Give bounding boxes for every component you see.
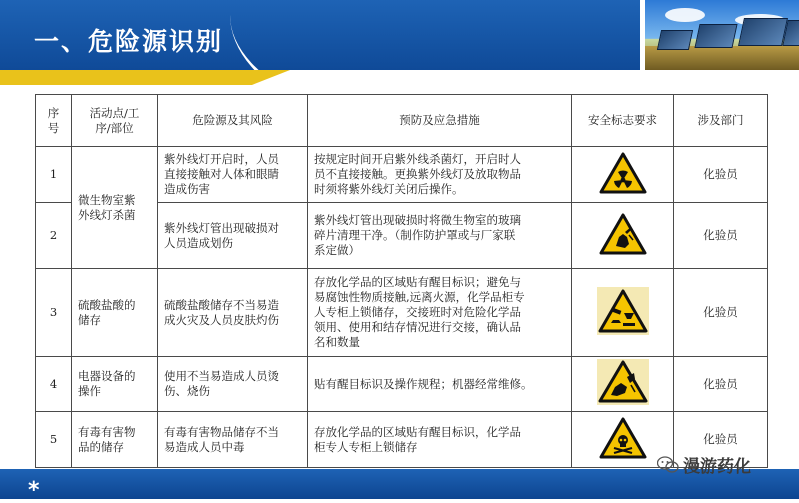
cell-location: 有毒有害物 品的储存 [72,412,158,468]
header-accent-stripe [0,70,290,85]
footer-mark: * [28,478,40,503]
watermark-text: 漫游药化 [683,457,751,477]
cell-measures: 存放化学品的区域贴有醒目标识，化学品 柜专人专柜上锁储存 [308,412,572,468]
cell-no: 5 [36,412,72,468]
cell-measures: 按规定时间开启紫外线杀菌灯，开启时人 员不直接接触。更换紫外线灯及放取物品 时须将紫外线灯关闭后操作。 [308,147,572,203]
cell-no: 1 [36,147,72,203]
header-hazard: 危险源及其风险 [158,95,308,147]
cell-hazard: 紫外线灯开启时，人员 直接接触对人体和眼睛 造成伤害 [158,147,308,203]
cell-dept: 化验员 [674,147,768,203]
cell-no: 3 [36,269,72,357]
table-row [36,269,768,357]
cell-no: 2 [36,203,72,269]
cell-location: 硫酸盐酸的 储存 [72,269,158,357]
header-measures: 预防及应急措施 [308,95,572,147]
cell-hazard: 使用不当易造成人员烫 伤、烧伤 [158,357,308,412]
solar-panel-photo [645,0,799,70]
table-header-row [36,95,768,147]
header-location: 活动点/工 序/部位 [72,95,158,147]
cell-measures: 贴有醒目标识及操作规程；机器经常维修。 [308,357,572,412]
burn-hand-warning-icon [597,359,649,405]
cell-hazard: 硫酸盐酸储存不当易造 成火灾及人员皮肤灼伤 [158,269,308,357]
cell-dept: 化验员 [674,357,768,412]
cell-dept: 化验员 [674,203,768,269]
cell-sign [572,269,674,357]
cell-sign [572,203,674,269]
wechat-icon [657,456,679,479]
cell-sign [572,147,674,203]
cell-no: 4 [36,357,72,412]
cell-dept: 化验员 [674,412,768,468]
cell-hazard: 紫外线灯管出现破损对 人员造成划伤 [158,203,308,269]
page-title: 一、危险源识别 [34,27,224,56]
table-row [36,147,768,203]
cell-location: 微生物室紫 外线灯杀菌 [72,147,158,269]
header-no: 序 号 [36,95,72,147]
cell-sign [572,357,674,412]
toxic-warning-icon [599,417,647,459]
radiation-warning-icon [599,152,647,194]
cell-dept: 化验员 [674,269,768,357]
header-sign: 安全标志要求 [572,95,674,147]
cell-measures: 紫外线灯管出现破损时将微生物室的玻璃 碎片清理干净。（制作防护罩或与厂家联 系定做） [308,203,572,269]
corrosion-warning-icon [597,287,649,335]
cut-hand-warning-icon [599,213,647,255]
cell-location: 电器设备的 操作 [72,357,158,412]
table-row [36,357,768,412]
cell-hazard: 有毒有害物品储存不当 易造成人员中毒 [158,412,308,468]
header-dept: 涉及部门 [674,95,768,147]
hazard-table [35,94,768,468]
cell-measures: 存放化学品的区域贴有醒目标识；避免与 易腐蚀性物质接触,远离火源，化学品柜专 人专柜上锁储存，交接班时对危险化学品 领用、使用和结存情况进行交接，确认品 名和数量 [308,269,572,357]
watermark [657,452,751,479]
